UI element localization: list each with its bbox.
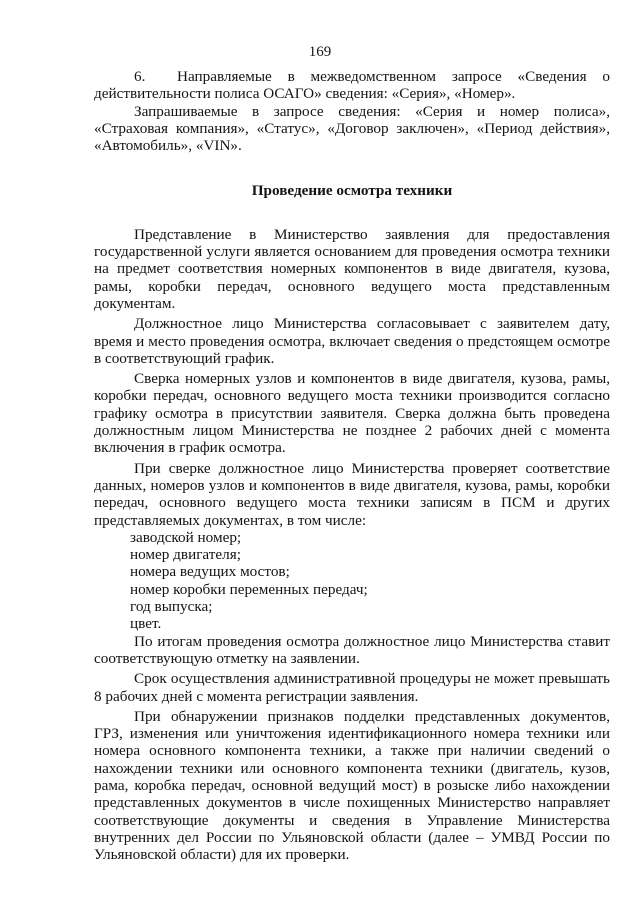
page-number: 169 xyxy=(308,44,332,60)
paragraph-requested-fields: Запрашиваемые в запросе сведения: «Серия и номер полиса», «Страховая компания», «Статус», «Договор заключен», «Период действия», «Автомобиль», «VIN». xyxy=(94,102,610,155)
paragraph-inspection-result: По итогам проведения осмотра должностное лицо Министерства ставит соответствующую отметку на заявлении. xyxy=(94,632,610,667)
paragraph-check-compliance: При сверке должностное лицо Министерства проверяет соответствие данных, номеров узлов и компонентов в виде двигателя, кузова, рамы, коробки передач, основного ведущего моста техники записям в ПСМ и других представляемых документах, в том числе: xyxy=(94,459,610,529)
paragraph-verification: Сверка номерных узлов и компонентов в виде двигателя, кузова, рамы, коробки передач, основного ведущего моста техники производится согласно графику осмотра в присутствии заявителя. Сверка должна быть проведена должностным лицом Министерства не позднее 2 рабочих дней с момента включения в график осмотра. xyxy=(94,370,610,457)
paragraph-inspection-basis: Представление в Министерство заявления для предоставления государственной услуги является основанием для проведения осмотра техники на предмет соответствия номерных компонентов в виде двигателя, кузова, рамы, коробки передач, основного ведущего моста представленным документам. xyxy=(94,225,610,312)
list-item: заводской номер; xyxy=(130,528,242,546)
paragraph-forgery-signs: При обнаружении признаков подделки представленных документов, ГРЗ, изменения или уничтожения идентификационного номера техники или номера основного компонента техники, а также при наличии сведений о нахождении техники или основного компонента техники (двигатель, кузов, рама, коробка передач, основной ведущий мост) в розыске либо нахождении представленных документов в числе похищенных Министерство направляет соответствующие документы и сведения в Управление Министерства внутренних дел России по Ульяновской области (далее – УМВД России по Ульяновской области) для их проверки. xyxy=(94,707,610,864)
paragraph-osago-request: 6. Направляемые в межведомственном запросе «Сведения о действительности полиса ОСАГО» сведения: «Серия», «Номер». xyxy=(94,68,610,103)
paragraph-procedure-term: Срок осуществления административной процедуры не может превышать 8 рабочих дней с момента регистрации заявления. xyxy=(94,670,610,705)
list-item: номер коробки переменных передач; xyxy=(130,580,368,598)
list-item: год выпуска; xyxy=(130,598,213,616)
list-item: номер двигателя; xyxy=(130,546,241,564)
section-heading: Проведение осмотра техники xyxy=(251,182,453,200)
list-item: номера ведущих мостов; xyxy=(130,563,290,581)
list-item: цвет. xyxy=(130,615,162,633)
paragraph-schedule-agreement: Должностное лицо Министерства согласовывает с заявителем дату, время и место проведения осмотра, включает сведения о предстоящем осмотре в соответствующий график. xyxy=(94,315,610,367)
top-section xyxy=(94,68,610,863)
